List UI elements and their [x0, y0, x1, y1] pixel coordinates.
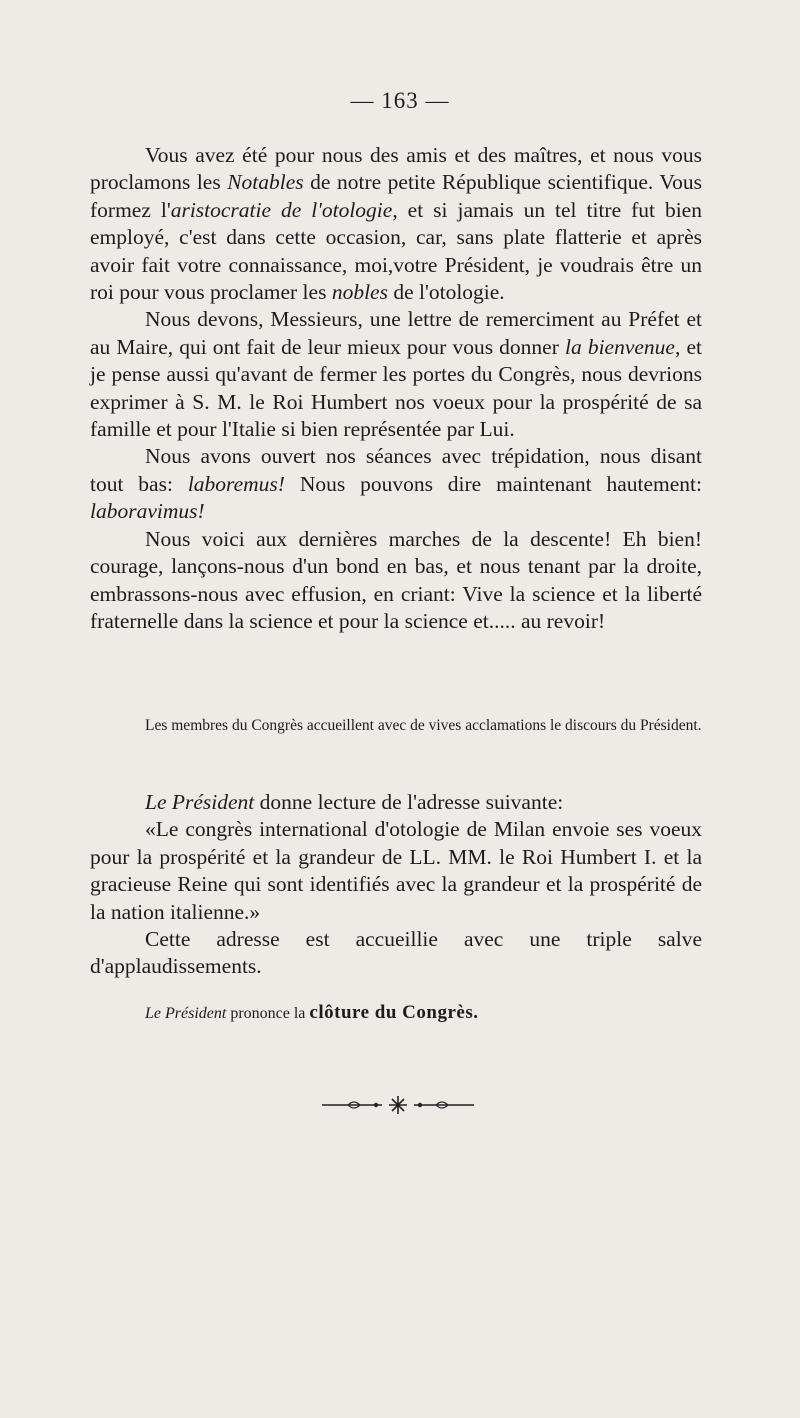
italic-laboremus: laboremus! [187, 471, 285, 496]
page-number: — 163 — [350, 88, 450, 113]
text-segment: Nous devons, Messieurs, une lettre de remerciment au Préfet et au Maire, qui ont fait de leur mieux pour vous donner [90, 307, 702, 359]
note-text: Les membres du Congrès accueillent avec de vives acclamations le discours du Président. [145, 717, 702, 734]
italic-nobles: nobles [331, 280, 388, 305]
paragraph-4 [90, 526, 702, 636]
text-segment: Nous voici aux dernières marches de la descente! Eh bien! courage, lançons-nous d'un bond en bas, et nous tenant par la droite, embrassons-nous avec effusion, en criant: Vive la science et la liberté fraternelle dans la science et pour la science et..... au revoir! [90, 526, 702, 633]
closing-line [145, 1000, 478, 1027]
address-intro [90, 789, 702, 816]
text-segment: de l'otologie. [387, 280, 505, 305]
address-section [90, 789, 702, 981]
closing-subject: Le Président [145, 1005, 227, 1022]
text-segment: de notre petite République scientifique. Vous formez l' [90, 170, 702, 222]
italic-bienvenue: la bienvenue [565, 334, 675, 359]
italic-notables: Notables [227, 170, 304, 195]
address-response: Cette adresse est accueillie avec une triple salve d'applaudissements. [90, 927, 702, 979]
text-segment: Nous pouvons dire maintenant hautement: [284, 471, 702, 496]
ornament-divider-icon [318, 1092, 478, 1118]
closing-verb: prononce la [226, 1005, 310, 1022]
speech-text [90, 142, 702, 635]
paragraph-3 [90, 443, 702, 525]
paragraph-2 [90, 306, 702, 443]
paragraph-1 [90, 142, 702, 306]
address-intro-rest: donne lecture de l'adresse suivante: [254, 790, 564, 814]
text-segment: , et je pense aussi qu'avant de fermer les portes du Congrès, nous devrions exprimer à S. M. le Roi Humbert nos voeux pour la prospérité de sa famille et pour l'Italie si bien représentée par Lui. [90, 334, 702, 442]
text-segment: Vous avez été pour nous des amis et des maîtres, et nous vous proclamons les [90, 143, 702, 195]
address-quote: «Le congrès international d'otologie de Milan envoie ses voeux pour la prospérité et la grandeur de LL. MM. le Roi Humbert I. et la gracieuse Reine qui sont identifiés avec la grandeur et la prospérité de la nation italienne.» [90, 817, 702, 924]
congress-note [90, 714, 702, 738]
address-intro-president: Le Président [145, 790, 255, 814]
closing-object: clôture du Congrès. [309, 1002, 479, 1023]
italic-aristocratie: aristocratie de l'otologie [170, 197, 393, 222]
text-segment: , et si jamais un tel titre fut bien employé, c'est dans cette occasion, car, sans plate flatterie et après avoir fait votre connaissance, moi,votre Président, je voudrais être un roi pour vous proclamer les [90, 197, 702, 305]
text-segment: Nous avons ouvert nos séances avec trépidation, nous disant tout bas: [90, 444, 702, 496]
italic-laboravimus: laboravimus! [90, 499, 205, 524]
